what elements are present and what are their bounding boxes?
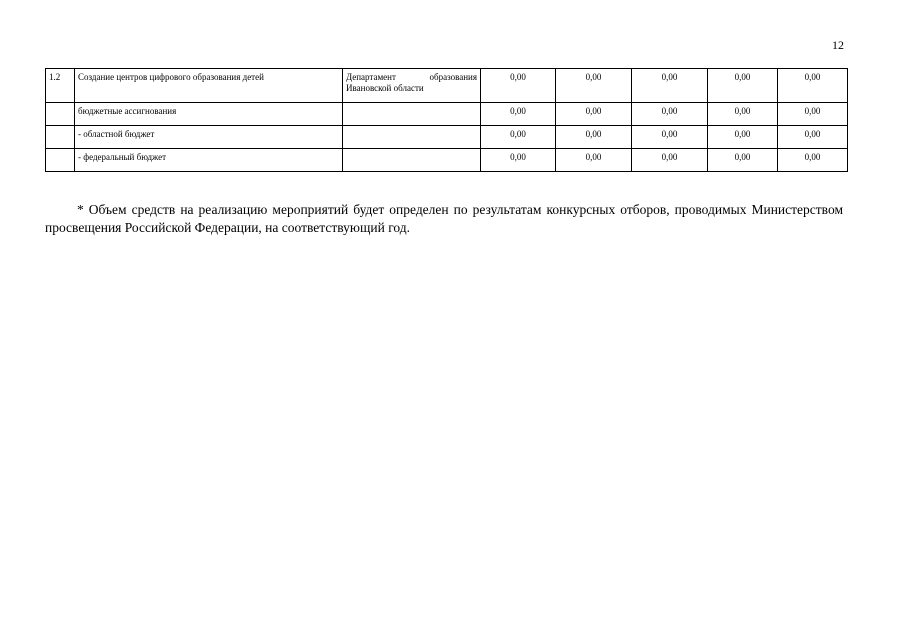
table-row bbox=[46, 126, 848, 149]
value-cell: 0,00 bbox=[556, 103, 632, 126]
value-cell: 0,00 bbox=[632, 69, 708, 103]
value-cell: 0,00 bbox=[481, 126, 556, 149]
value-cell: 0,00 bbox=[632, 103, 708, 126]
row-number-cell bbox=[46, 103, 75, 126]
value-cell: 0,00 bbox=[708, 69, 778, 103]
activity-name-cell: бюджетные ассигнования bbox=[75, 103, 343, 126]
value-cell: 0,00 bbox=[778, 69, 848, 103]
executor-cell bbox=[343, 126, 481, 149]
executor-cell bbox=[343, 103, 481, 126]
value-cell: 0,00 bbox=[632, 126, 708, 149]
activity-name-cell: - федеральный бюджет bbox=[75, 149, 343, 172]
value-cell: 0,00 bbox=[481, 69, 556, 103]
table-row bbox=[46, 69, 848, 103]
table-row bbox=[46, 149, 848, 172]
row-number-cell: 1.2 bbox=[46, 69, 75, 103]
value-cell: 0,00 bbox=[708, 149, 778, 172]
page-number: 12 bbox=[832, 38, 844, 52]
footnote: * Объем средств на реализацию мероприятий будет определен по результатам конкурсных отборов, проводимых Министерством просвещения Российской Федерации, на соответствующий год. bbox=[45, 201, 843, 235]
row-number-cell bbox=[46, 149, 75, 172]
executor-word: Департамент bbox=[346, 72, 396, 82]
budget-table bbox=[45, 68, 848, 172]
value-cell: 0,00 bbox=[708, 103, 778, 126]
value-cell: 0,00 bbox=[708, 126, 778, 149]
executor-cell bbox=[343, 69, 481, 103]
value-cell: 0,00 bbox=[778, 126, 848, 149]
activity-name-cell: Создание центров цифрового образования детей bbox=[75, 69, 343, 103]
value-cell: 0,00 bbox=[556, 149, 632, 172]
value-cell: 0,00 bbox=[778, 149, 848, 172]
value-cell: 0,00 bbox=[632, 149, 708, 172]
activity-name-cell: - областной бюджет bbox=[75, 126, 343, 149]
value-cell: 0,00 bbox=[481, 103, 556, 126]
value-cell: 0,00 bbox=[556, 69, 632, 103]
executor-word: Ивановской области bbox=[346, 83, 424, 93]
value-cell: 0,00 bbox=[778, 103, 848, 126]
value-cell: 0,00 bbox=[556, 126, 632, 149]
table-row bbox=[46, 103, 848, 126]
value-cell: 0,00 bbox=[481, 149, 556, 172]
executor-word: образования bbox=[429, 72, 477, 82]
row-number-cell bbox=[46, 126, 75, 149]
executor-cell bbox=[343, 149, 481, 172]
